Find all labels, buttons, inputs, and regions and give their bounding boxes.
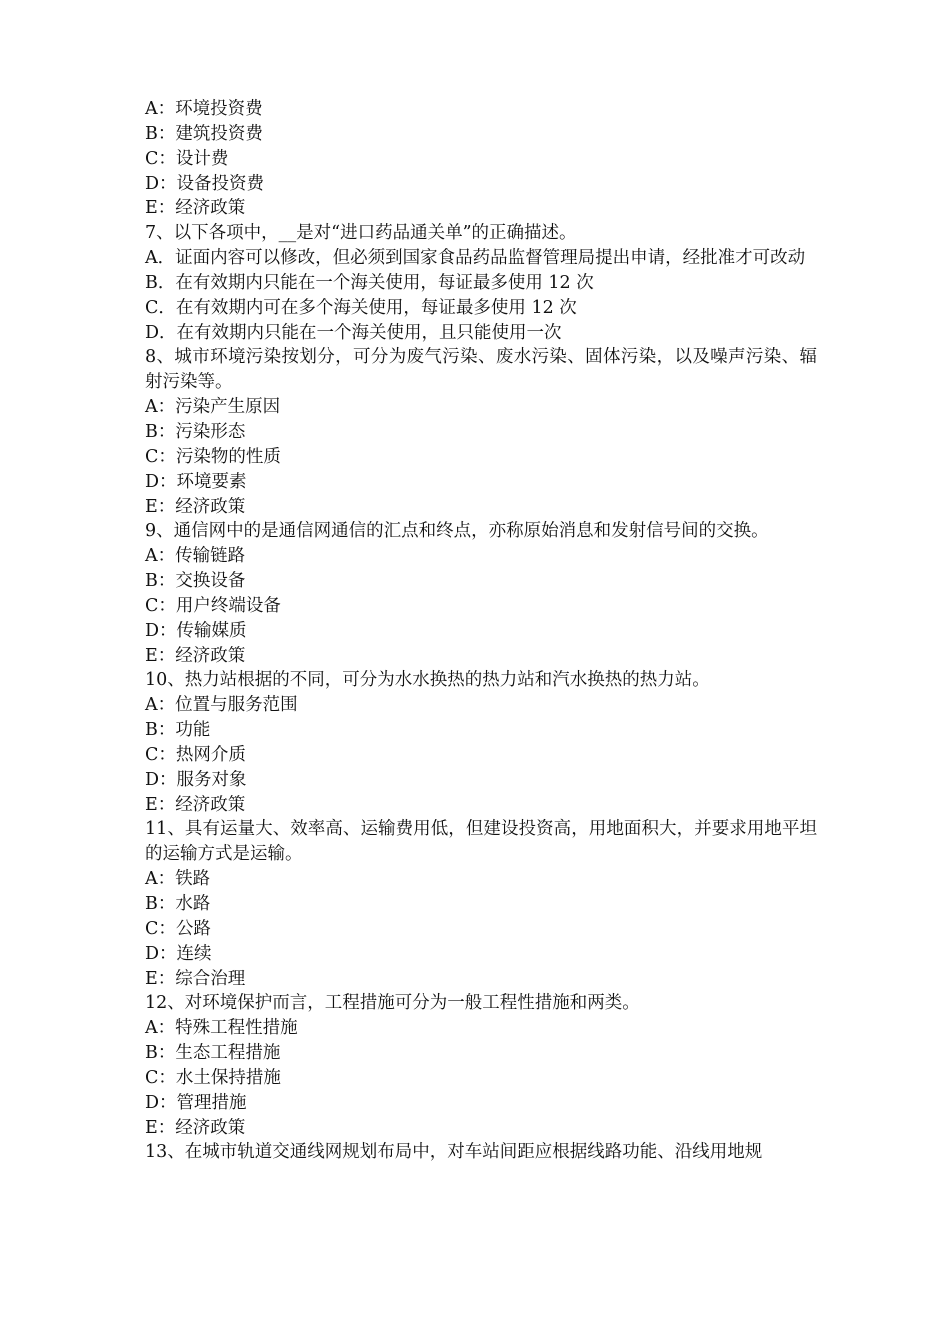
option-e: E：经济政策	[145, 198, 246, 219]
option-d: D：管理措施	[145, 1092, 247, 1113]
document-page	[145, 97, 817, 1165]
option-a: A．证面内容可以修改，但必须到国家食品药品监督管理局提出申请，经批准才可改动	[145, 248, 806, 269]
option-b: B：交换设备	[145, 571, 246, 592]
option-d: D．在有效期内只能在一个海关使用，且只能使用一次	[145, 322, 562, 343]
question-8: 8、城市环境污染按划分，可分为废气污染、废水污染、固体污染，以及噪声污染、辐射污染等。	[145, 347, 817, 393]
option-a: A：铁路	[145, 869, 211, 890]
option-a: A：传输链路	[145, 546, 246, 567]
option-c: C：用户终端设备	[145, 595, 281, 616]
option-d: D：设备投资费	[145, 173, 265, 194]
option-e: E：经济政策	[145, 496, 246, 517]
option-c: C．在有效期内可在多个海关使用，每证最多使用 12 次	[145, 297, 577, 318]
option-b: B：水路	[145, 894, 211, 914]
option-c: C：污染物的性质	[145, 446, 281, 467]
question-13: 13、在城市轨道交通线网规划布局中，对车站间距应根据线路功能、沿线用地规	[145, 1142, 763, 1163]
option-e: E：经济政策	[145, 1117, 246, 1138]
option-a: A：环境投资费	[145, 99, 263, 119]
option-a: A：位置与服务范围	[145, 695, 298, 716]
option-c: C：公路	[145, 918, 211, 939]
option-d: D：连续	[145, 943, 212, 964]
question-12: 12、对环境保护而言，工程措施可分为一般工程性措施和两类。	[145, 993, 640, 1014]
option-b: B：功能	[145, 720, 211, 741]
question-11: 11、具有运量大、效率高、运输费用低，但建设投资高，用地面积大，并要求用地平坦的运输方式是运输。	[145, 819, 817, 865]
option-b: B．在有效期内只能在一个海关使用，每证最多使用 12 次	[145, 272, 594, 293]
question-7: 7、以下各项中，__是对“进口药品通关单”的正确描述。	[145, 223, 577, 244]
option-e: E：综合治理	[145, 968, 246, 989]
option-e: E：经济政策	[145, 794, 246, 815]
option-b: B：污染形态	[145, 421, 246, 442]
option-d: D：传输媒质	[145, 620, 247, 641]
option-b: B：建筑投资费	[145, 123, 263, 144]
question-9: 9、通信网中的是通信网通信的汇点和终点，亦称原始消息和发射信号间的交换。	[145, 521, 769, 542]
option-d: D：环境要素	[145, 471, 247, 492]
option-b: B：生态工程措施	[145, 1043, 281, 1064]
option-a: A：特殊工程性措施	[145, 1018, 298, 1039]
option-c: C：水土保持措施	[145, 1067, 281, 1088]
question-10: 10、热力站根据的不同，可分为水水换热的热力站和汽水换热的热力站。	[145, 670, 710, 691]
option-e: E：经济政策	[145, 645, 246, 666]
option-d: D：服务对象	[145, 769, 247, 790]
option-a: A：污染产生原因	[145, 397, 281, 418]
option-c: C：热网介质	[145, 744, 246, 765]
option-c: C：设计费	[145, 148, 229, 169]
